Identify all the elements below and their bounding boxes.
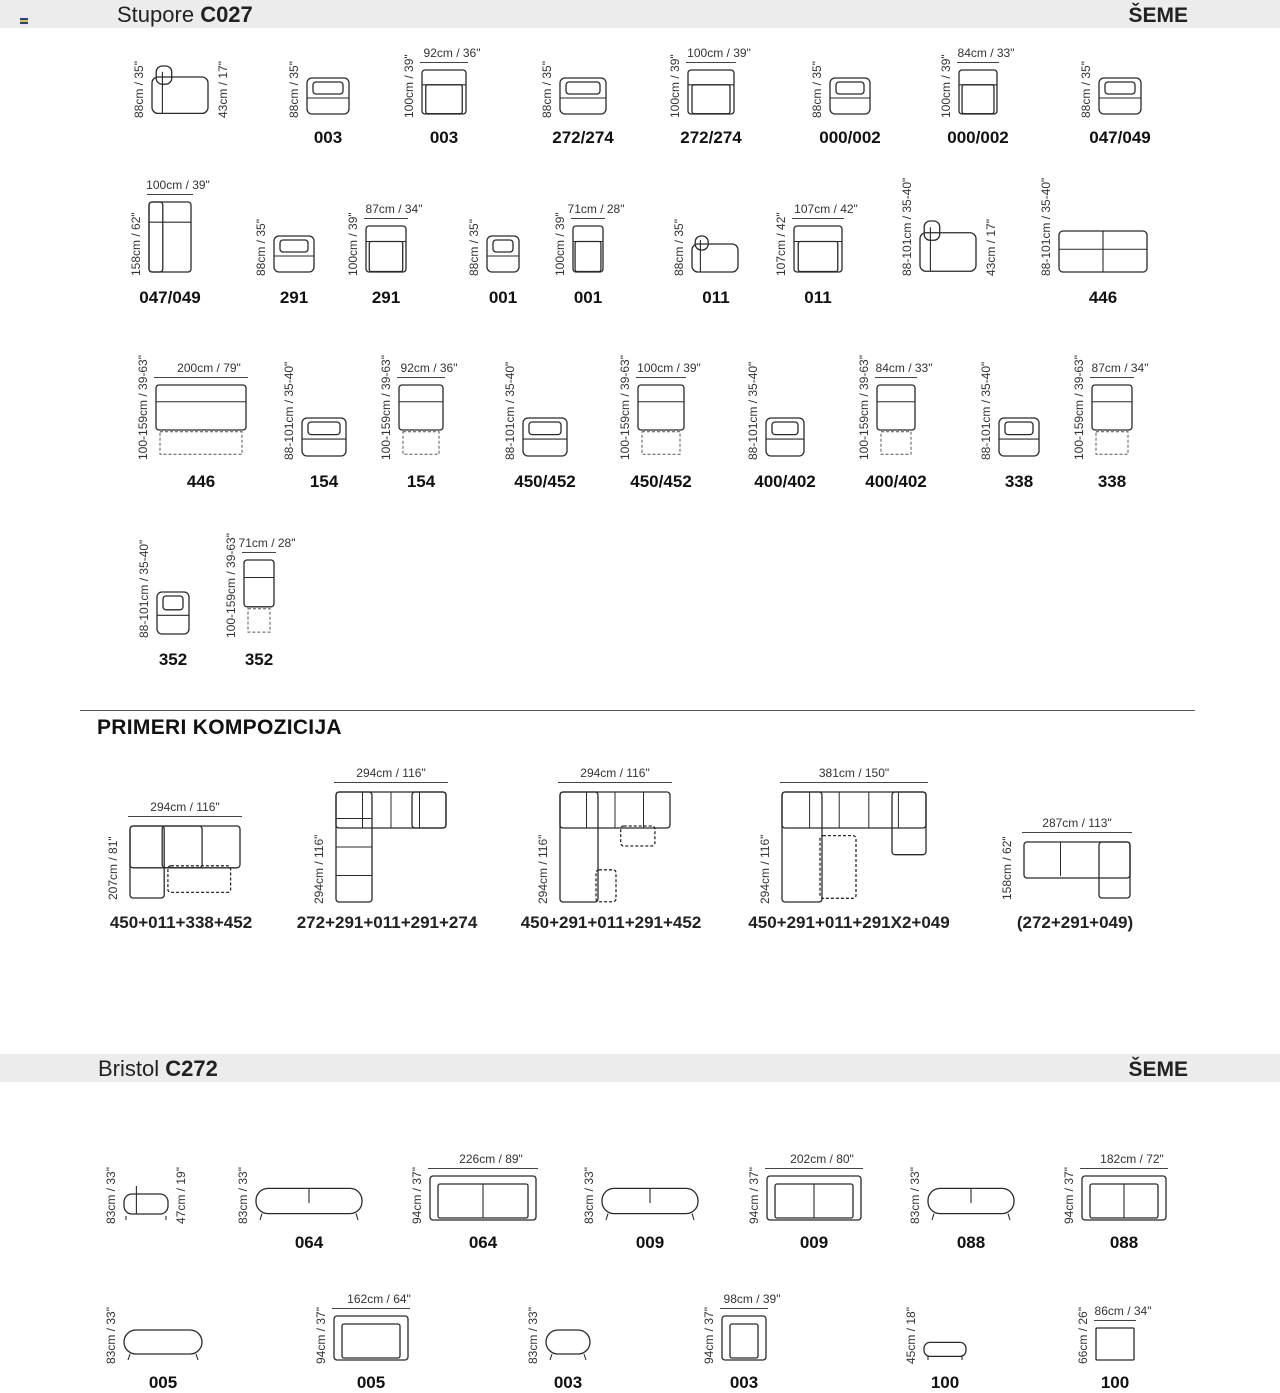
side-drawing [150,64,212,116]
recliner-drawing [242,558,276,636]
dimension-line [875,377,917,378]
vertical-dimension: 94cm / 37" [410,1167,424,1224]
module-item [254,1180,364,1222]
seat-height-dimension: 47cm / 19" [174,1167,188,1224]
bsofaTop-drawing [765,1174,863,1222]
vertical-dimension: 88-101cm / 35-40" [900,177,914,276]
composition-drawing [128,824,242,900]
module-code: 064 [294,1233,324,1252]
dimension-line [334,782,448,783]
composition-item [780,790,928,904]
horizontal-dimension: 107cm / 42" [794,202,858,216]
module-item [828,76,872,116]
module-code: 000/002 [947,128,1009,147]
front-drawing [155,590,191,636]
composition-label: (272+291+049) [1016,913,1134,932]
module-code: 009 [799,1233,829,1252]
dimension-line [128,816,242,817]
module-item [155,590,191,636]
module-item [485,234,521,274]
module-item [792,224,844,274]
dimension-line [242,552,276,553]
module-item [686,68,736,116]
top-drawing [686,68,736,116]
module-code: 291 [279,288,309,307]
vertical-dimension: 158cm / 62" [1000,836,1014,900]
front-drawing [828,76,872,116]
recliner-drawing [397,383,445,458]
header-band-bristol [0,1054,1280,1082]
horizontal-dimension: 294cm / 116" [356,766,426,780]
dimension-line [636,377,686,378]
module-code: 352 [244,650,274,669]
vertical-dimension: 107cm / 42" [774,212,788,276]
module-code: 400/402 [865,472,927,491]
dimension-line [792,218,844,219]
module-code: 005 [148,1373,178,1392]
front-drawing [764,416,806,458]
horizontal-dimension: 92cm / 36" [423,46,481,60]
bside-drawing [122,1182,170,1222]
section-divider [80,710,1195,711]
module-code: 003 [313,128,343,147]
module-code: 003 [553,1373,583,1392]
recliner-drawing [636,383,686,458]
dimension-line [147,194,193,195]
module-code: 005 [356,1373,386,1392]
module-item [600,1180,700,1222]
dimension-line [765,1168,863,1169]
dimension-line [720,1308,768,1309]
dimension-line [364,218,408,219]
composition-label: 272+291+011+291+274 [296,913,478,932]
vertical-dimension: 94cm / 37" [314,1307,328,1364]
vertical-dimension: 94cm / 37" [1062,1167,1076,1224]
module-item [875,383,917,458]
module-code: 272/274 [552,128,614,147]
flag-icon [20,18,28,24]
vertical-dimension: 88cm / 35" [132,61,146,118]
module-code: 009 [635,1233,665,1252]
module-item [420,68,468,116]
dimension-line [154,377,248,378]
side-drawing [690,234,742,274]
composition-label: 450+291+011+291+452 [520,913,702,932]
title-prefix: Stupore [117,2,195,27]
vertical-dimension: 100cm / 39" [939,54,953,118]
module-item [720,1314,768,1362]
horizontal-dimension: 100cm / 39" [637,361,701,375]
top-drawing [957,68,999,116]
module-code: 450/452 [514,472,576,491]
horizontal-dimension: 71cm / 28" [567,202,625,216]
vertical-dimension: 88cm / 35" [672,219,686,276]
module-code: 064 [468,1233,498,1252]
module-code: 000/002 [819,128,881,147]
bsofaTop-drawing [428,1174,538,1222]
composition-item [1022,840,1132,900]
vertical-dimension: 100-159cm / 39-63" [224,533,238,638]
vertical-dimension: 100cm / 39" [668,54,682,118]
horizontal-dimension: 71cm / 28" [238,536,296,550]
horizontal-dimension: 162cm / 64" [347,1292,411,1306]
vertical-dimension: 83cm / 33" [104,1307,118,1364]
dimension-line [1022,832,1132,833]
module-item [765,1174,863,1222]
horizontal-dimension: 294cm / 116" [150,800,220,814]
horizontal-dimension: 87cm / 34" [365,202,423,216]
top-drawing [571,224,605,274]
front-drawing [485,234,521,274]
title-code: C027 [200,2,253,27]
vertical-dimension: 88cm / 35" [1079,61,1093,118]
dimension-line [571,218,605,219]
module-item [428,1174,538,1222]
composition-item [558,790,672,904]
module-item [1094,1326,1136,1362]
horizontal-dimension: 226cm / 89" [459,1152,523,1166]
header-band-stupore [0,0,1280,28]
module-code: 047/049 [1089,128,1151,147]
vertical-dimension: 88cm / 35" [254,219,268,276]
vertical-dimension: 100cm / 39" [402,54,416,118]
dimension-line [686,62,736,63]
bsofa-drawing [600,1180,700,1222]
page-title-bristol [98,1056,218,1082]
horizontal-dimension: 381cm / 150" [818,766,890,780]
module-code: 011 [702,288,730,307]
composition-drawing [1022,840,1132,900]
horizontal-dimension: 182cm / 72" [1100,1152,1164,1166]
vertical-dimension: 45cm / 18" [904,1307,918,1364]
composition-label: 450+291+011+291X2+049 [748,913,950,932]
module-code: 047/049 [139,288,201,307]
vertical-dimension: 88-101cm / 35-40" [282,361,296,460]
seat-height-dimension: 43cm / 17" [984,219,998,276]
side-drawing [918,219,980,274]
module-code: 338 [1097,472,1127,491]
horizontal-dimension: 200cm / 79" [177,361,241,375]
horizontal-dimension: 86cm / 34" [1094,1304,1152,1318]
vertical-dimension: 83cm / 33" [236,1167,250,1224]
front-drawing [997,416,1041,458]
module-item [1097,76,1143,116]
module-item [558,76,608,116]
bsofaTop-drawing [332,1314,410,1362]
top-drawing [792,224,844,274]
composition-item [334,790,448,904]
module-code: 100 [1100,1373,1130,1392]
dimension-line [1090,377,1134,378]
composition-drawing [558,790,672,904]
recliner-drawing [875,383,917,458]
vertical-dimension: 100-159cm / 39-63" [136,355,150,460]
title-code: C272 [165,1056,218,1081]
vertical-dimension: 88-101cm / 35-40" [137,539,151,638]
vertical-dimension: 100-159cm / 39-63" [1072,355,1086,460]
module-item [154,383,248,458]
dimension-line [957,62,999,63]
vertical-dimension: 294cm / 116" [536,834,550,904]
vertical-dimension: 88-101cm / 35-40" [1039,177,1053,276]
module-code: 001 [573,288,603,307]
module-item [918,219,980,274]
front-drawing [305,76,351,116]
sofa-drawing [1057,229,1149,274]
horizontal-dimension: 84cm / 33" [875,361,933,375]
module-item [147,200,193,274]
section-label-seme: ŠEME [1128,1058,1188,1081]
horizontal-dimension: 98cm / 39" [723,1292,781,1306]
module-code: 088 [956,1233,986,1252]
module-code: 272/274 [680,128,742,147]
module-code: 400/402 [754,472,816,491]
horizontal-dimension: 92cm / 36" [400,361,458,375]
bsofaTop-drawing [1080,1174,1168,1222]
module-code: 001 [488,288,518,307]
front-drawing [521,416,569,458]
vertical-dimension: 83cm / 33" [582,1167,596,1224]
vertical-dimension: 88cm / 35" [467,219,481,276]
module-code: 154 [406,472,436,491]
module-code: 450/452 [630,472,692,491]
vertical-dimension: 294cm / 116" [312,834,326,904]
module-code: 100 [930,1373,960,1392]
module-code: 154 [309,472,339,491]
module-code: 003 [729,1373,759,1392]
vertical-dimension: 88cm / 35" [287,61,301,118]
horizontal-dimension: 87cm / 34" [1091,361,1149,375]
dimension-line [1080,1168,1168,1169]
module-item [957,68,999,116]
front-drawing [1097,76,1143,116]
module-item [150,64,212,116]
module-item [122,1322,204,1362]
front-drawing [300,416,348,458]
top-drawing [364,224,408,274]
dimension-line [397,377,445,378]
bsofa-drawing [254,1180,364,1222]
module-code: 446 [186,472,216,491]
bsofa-drawing [926,1180,1016,1222]
module-item [1080,1174,1168,1222]
composition-label: 450+011+338+452 [109,913,253,932]
vertical-dimension: 294cm / 116" [758,834,772,904]
horizontal-dimension: 84cm / 33" [957,46,1015,60]
ottoman-drawing [922,1334,968,1362]
module-item [397,383,445,458]
module-item [544,1322,592,1362]
title-prefix: Bristol [98,1056,160,1081]
vertical-dimension: 100cm / 39" [346,212,360,276]
vertical-dimension: 83cm / 33" [104,1167,118,1224]
module-code: 338 [1004,472,1034,491]
module-item [571,224,605,274]
module-code: 088 [1109,1233,1139,1252]
vertical-dimension: 100-159cm / 39-63" [618,355,632,460]
dimension-line [780,782,928,783]
module-item [636,383,686,458]
vertical-dimension: 66cm / 26" [1076,1307,1090,1364]
module-item [305,76,351,116]
horizontal-dimension: 287cm / 113" [1042,816,1112,830]
vertical-dimension: 207cm / 81" [106,836,120,900]
vertical-dimension: 158cm / 62" [129,212,143,276]
horizontal-dimension: 100cm / 39" [687,46,751,60]
front-drawing [272,234,316,274]
module-item [1057,229,1149,274]
cube-drawing [1094,1326,1136,1362]
compositions-title: PRIMERI KOMPOZICIJA [97,716,342,739]
bsofaTop-drawing [720,1314,768,1362]
dimension-line [420,62,468,63]
module-code: 352 [158,650,188,669]
dimension-line [558,782,672,783]
module-item [521,416,569,458]
module-item [764,416,806,458]
module-item [1090,383,1134,458]
vertical-dimension: 88-101cm / 35-40" [503,361,517,460]
horizontal-dimension: 100cm / 39" [146,178,210,192]
chaise-drawing [147,200,193,274]
dimension-line [332,1308,410,1309]
dimension-line [1094,1320,1136,1321]
vertical-dimension: 88-101cm / 35-40" [746,361,760,460]
module-item [997,416,1041,458]
seat-height-dimension: 43cm / 17" [216,61,230,118]
module-item [690,234,742,274]
composition-drawing [334,790,448,904]
module-item [332,1314,410,1362]
front-drawing [558,76,608,116]
module-item [242,558,276,636]
module-item [926,1180,1016,1222]
section-label-seme: ŠEME [1128,4,1188,27]
horizontal-dimension: 202cm / 80" [790,1152,854,1166]
vertical-dimension: 94cm / 37" [747,1167,761,1224]
recliner-drawing [154,383,248,458]
vertical-dimension: 100-159cm / 39-63" [379,355,393,460]
top-drawing [420,68,468,116]
module-code: 011 [804,288,832,307]
horizontal-dimension: 294cm / 116" [580,766,650,780]
vertical-dimension: 100cm / 39" [553,212,567,276]
composition-item [128,824,242,900]
module-code: 291 [371,288,401,307]
vertical-dimension: 88cm / 35" [810,61,824,118]
vertical-dimension: 83cm / 33" [526,1307,540,1364]
module-item [364,224,408,274]
vertical-dimension: 94cm / 37" [702,1307,716,1364]
recliner-drawing [1090,383,1134,458]
module-item [122,1182,170,1222]
vertical-dimension: 88cm / 35" [540,61,554,118]
vertical-dimension: 88-101cm / 35-40" [979,361,993,460]
module-code: 003 [429,128,459,147]
page-title-stupore [117,2,253,28]
composition-drawing [780,790,928,904]
module-item [272,234,316,274]
vertical-dimension: 100-159cm / 39-63" [857,355,871,460]
bsofa-drawing [122,1322,204,1362]
bsofa-drawing [544,1322,592,1362]
module-item [300,416,348,458]
vertical-dimension: 83cm / 33" [908,1167,922,1224]
module-code: 446 [1088,288,1118,307]
module-item [922,1334,968,1362]
dimension-line [428,1168,538,1169]
